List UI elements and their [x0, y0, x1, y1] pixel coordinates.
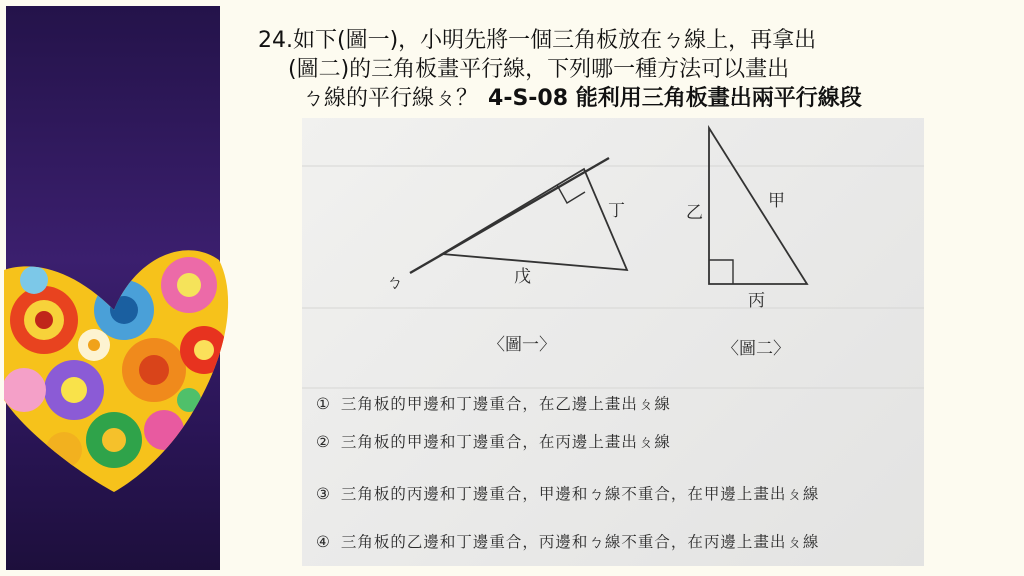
- line-b: [410, 158, 609, 273]
- label-ding: 丁: [608, 201, 625, 221]
- option-3: [316, 482, 819, 504]
- flower-heart-image: [4, 240, 230, 500]
- right-angle-mark-1: [557, 185, 585, 203]
- option-1: [316, 392, 671, 414]
- question-text: [258, 26, 998, 113]
- option-1-number: ①: [316, 395, 331, 413]
- triangle-1: [442, 169, 627, 270]
- option-4-number: ④: [316, 533, 331, 551]
- label-bing: 丙: [748, 291, 765, 311]
- caption-figure-1: 〈圖一〉: [488, 335, 556, 355]
- option-1-text: 三角板的甲邊和丁邊重合，在乙邊上畫出ㄆ線: [340, 395, 671, 413]
- option-4-text: 三角板的乙邊和丁邊重合，丙邊和ㄅ線不重合，在丙邊上畫出ㄆ線: [340, 533, 820, 551]
- question-line-3: [258, 84, 998, 113]
- option-2: [316, 430, 671, 452]
- question-line-2: (圖二)的三角板畫平行線，下列哪一種方法可以畫出: [288, 57, 790, 82]
- option-2-number: ②: [316, 433, 331, 451]
- label-wu: 戊: [514, 267, 531, 287]
- worksheet-photo: [302, 118, 924, 566]
- option-3-number: ③: [316, 485, 331, 503]
- caption-figure-2: 〈圖二〉: [722, 339, 790, 359]
- curriculum-code: 4-S-08 能利用三角板畫出兩平行線段: [488, 86, 862, 111]
- right-angle-mark-2: [709, 260, 733, 284]
- question-line-1: 24.如下(圖一)，小明先將一個三角板放在ㄅ線上，再拿出: [258, 28, 817, 53]
- label-yi: 乙: [686, 203, 703, 223]
- option-4: [316, 530, 819, 552]
- label-jia: 甲: [768, 191, 785, 211]
- label-line-b: ㄅ: [386, 273, 403, 293]
- option-2-text: 三角板的甲邊和丁邊重合，在丙邊上畫出ㄆ線: [340, 433, 671, 451]
- option-3-text: 三角板的丙邊和丁邊重合，甲邊和ㄅ線不重合，在甲邊上畫出ㄆ線: [340, 485, 820, 503]
- question-line-3-text: ㄅ線的平行線ㄆ？: [302, 86, 479, 111]
